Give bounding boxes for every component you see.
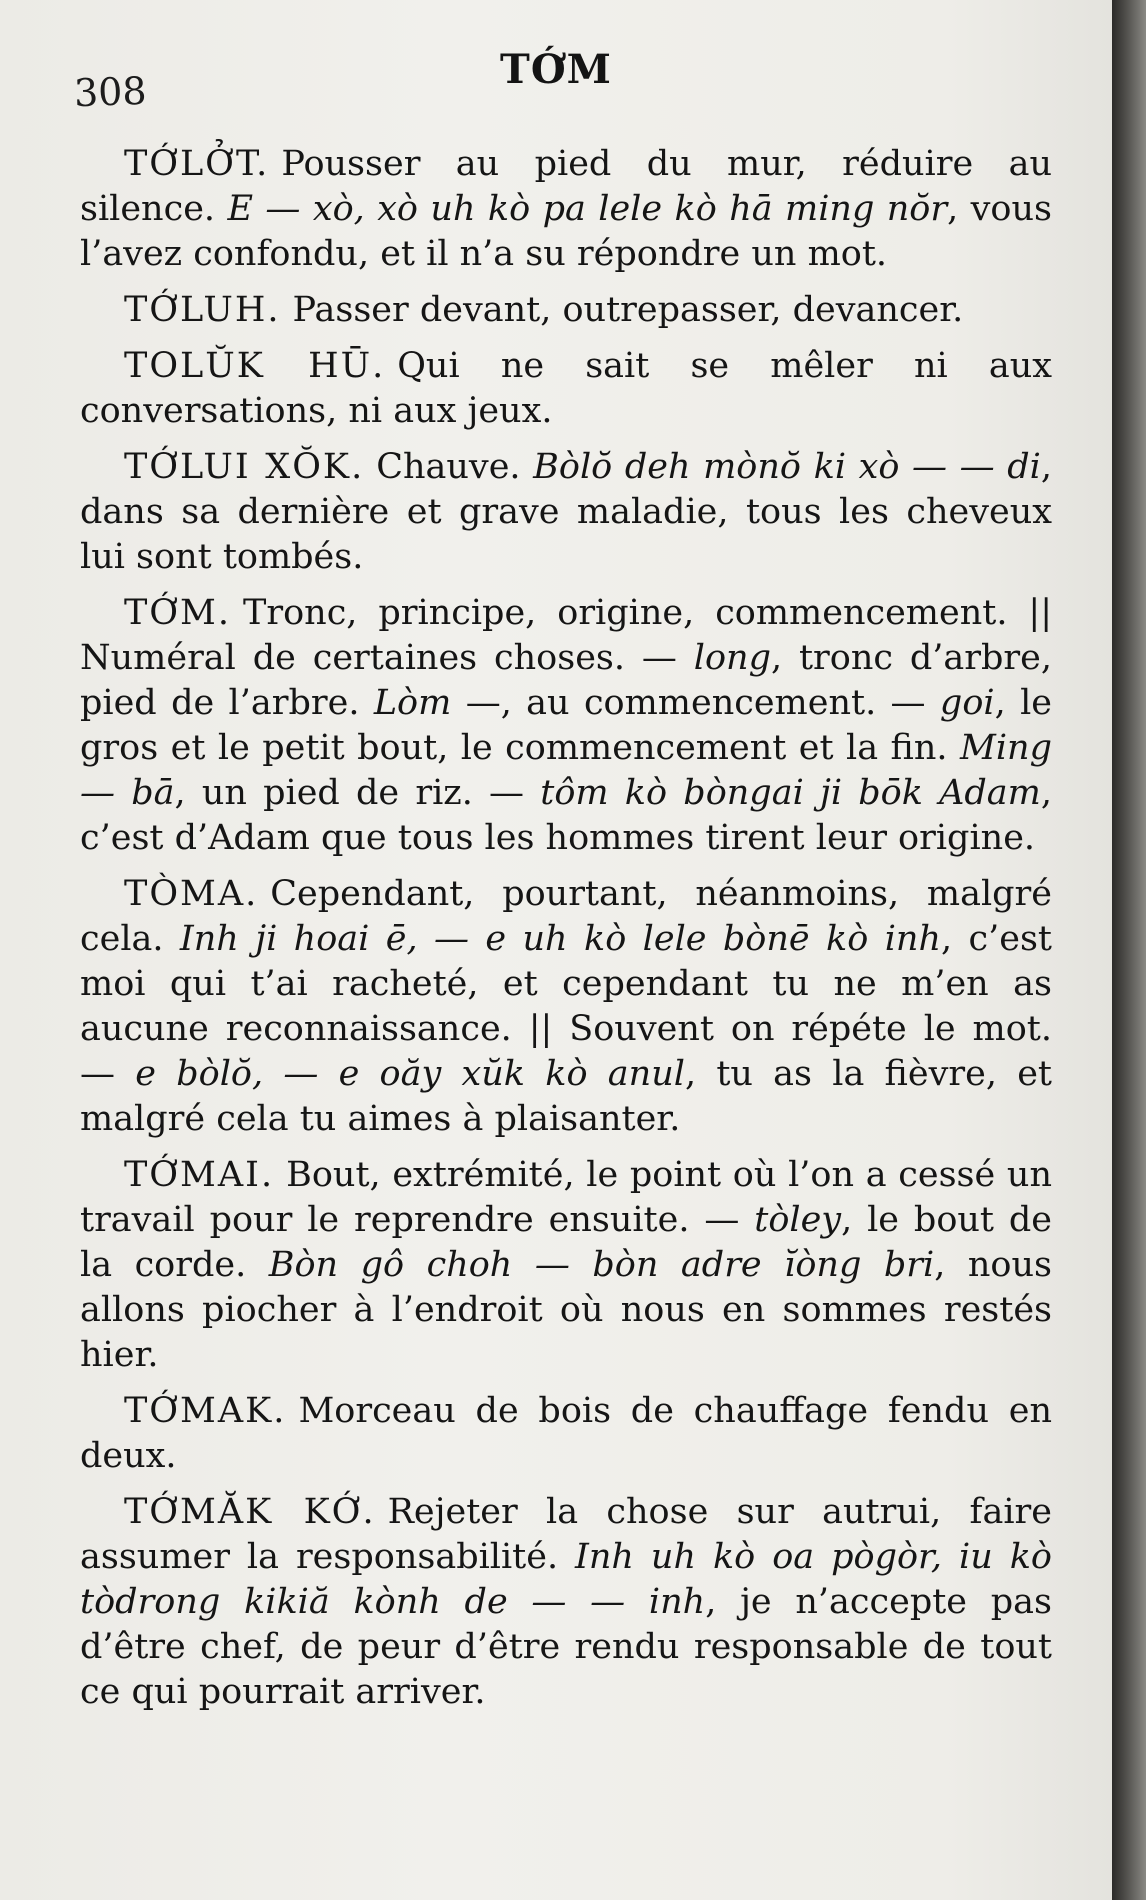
french-definition: , vous l’avez confondu, et il n’a su répondre un mot. — [80, 189, 1052, 274]
running-head: TỚM — [500, 46, 612, 93]
bahnar-example: e bòlŏ, — e oăy xŭk kò anul — [135, 1054, 685, 1094]
bahnar-example: Bòlŏ deh mònŏ ki xò — — di — [533, 447, 1041, 487]
bahnar-example: E — xò, xò uh kò pa lele kò hā ming nŏr — [227, 189, 948, 229]
entry-headword: TỚLUH. — [124, 290, 281, 330]
french-definition: , le gros et le petit bout, le commencement et la fin. — [80, 683, 1052, 768]
page-number: 308 — [73, 68, 148, 116]
french-definition: Morceau de bois de chauffage fendu en deux. — [80, 1391, 1052, 1476]
bahnar-example: Ming — bā — [80, 728, 1052, 813]
bahnar-example: goi — [939, 683, 995, 723]
entry-headword: TOLŬK HŪ. — [124, 346, 386, 386]
french-definition: Cependant, pourtant, néanmoins, malgré cela. — [80, 874, 1052, 959]
french-definition: , nous allons piocher à l’endroit où nous en sommes restés hier. — [80, 1245, 1052, 1375]
entry-headword: TỚMAK. — [124, 1391, 287, 1431]
entry-headword: TỚMAI. — [124, 1155, 275, 1195]
bahnar-example: Bòn gô choh — bòn adre ĭòng bri — [268, 1245, 935, 1285]
entry-headword: TÒMA. — [124, 874, 259, 914]
french-definition: Bout, extrémité, le point où l’on a cessé un travail pour le reprendre ensuite. — — [80, 1155, 1052, 1240]
french-definition: , le bout de la corde. — [80, 1200, 1053, 1285]
french-definition: Rejeter la chose sur autrui, faire assumer la responsabilité. — [80, 1492, 1052, 1577]
dictionary-entry — [80, 288, 1052, 333]
entry-headword: TỚM. — [124, 593, 232, 633]
bahnar-example: Inh ji hoai ē, — e uh kò lele bònē kò inh — [179, 919, 941, 959]
french-definition: —, au commencement. — — [451, 683, 940, 723]
french-definition: Qui ne sait se mêler ni aux conversations, ni aux jeux. — [80, 346, 1053, 431]
dictionary-entry — [80, 591, 1052, 861]
dictionary-entries — [80, 142, 1052, 1726]
entry-headword: TỚMĂK KỚ. — [124, 1492, 376, 1532]
bahnar-example: Lòm — [373, 683, 452, 723]
french-definition: , un pied de riz. — — [174, 773, 541, 813]
entry-headword: TỚLUI XŎK. — [124, 447, 365, 487]
french-definition: Passer devant, outrepasser, devancer. — [292, 290, 964, 330]
french-definition: Chauve. — [376, 447, 534, 487]
french-definition: , tu as la fièvre, et malgré cela tu aimes à plaisanter. — [80, 1054, 1052, 1139]
bahnar-example: tôm kò bòngai ji bōk Adam — [540, 773, 1041, 813]
dictionary-entry — [80, 344, 1052, 434]
french-definition: , dans sa dernière et grave maladie, tous les cheveux lui sont tombés. — [80, 447, 1053, 577]
french-definition: , c’est d’Adam que tous les hommes tirent leur origine. — [80, 773, 1052, 858]
dictionary-entry — [80, 1153, 1052, 1378]
dictionary-entry — [80, 872, 1052, 1142]
dictionary-entry — [80, 1389, 1052, 1479]
french-definition: , c’est moi qui t’ai racheté, et cependant tu ne m’en as aucune reconnaissance. || Souvent on répéte le mot. — — [80, 919, 1052, 1094]
french-definition: Pousser au pied du mur, réduire au silence. — [80, 144, 1052, 229]
bahnar-example: tòley — [754, 1200, 842, 1240]
entry-headword: TỚLỞT. — [124, 144, 270, 184]
french-definition: , tronc d’arbre, pied de l’arbre. — [80, 638, 1052, 723]
french-definition: Tronc, principe, origine, commencement. || Numéral de certaines choses. — — [80, 593, 1052, 678]
bahnar-example: long — [693, 638, 771, 678]
bahnar-example: Inh uh kò oa pògòr, iu kò tòdrong kikiă kònh de — — inh — [80, 1537, 1052, 1622]
dictionary-entry — [80, 445, 1052, 580]
dictionary-entry — [80, 1490, 1052, 1715]
french-definition: , je n’accepte pas d’être chef, de peur d’être rendu responsable de tout ce qui pourrait arriver. — [80, 1582, 1052, 1712]
book-spine — [1112, 0, 1146, 1900]
dictionary-entry — [80, 142, 1052, 277]
